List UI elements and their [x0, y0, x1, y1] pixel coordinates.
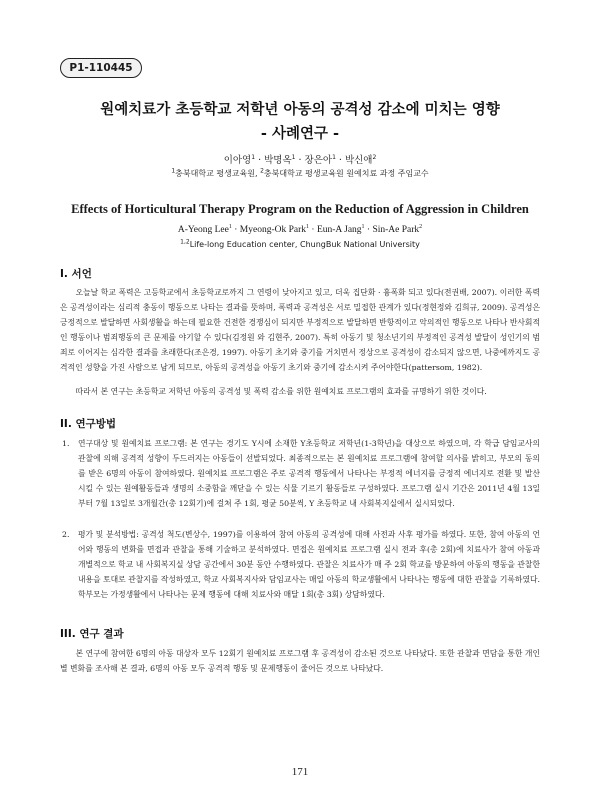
title-english: Effects of Horticultural Therapy Program on the Reduction of Aggression in Children [71, 202, 529, 216]
list-item [62, 436, 540, 511]
section-heading-results: III. 연구 결과 [60, 628, 124, 640]
title-korean: 원예치료가 초등학교 저학년 아동의 공격성 감소에 미치는 영향 [100, 102, 500, 118]
list-item-number: 2. [62, 530, 70, 539]
author: 박신애 [344, 155, 373, 166]
author: Eun-A Jang [316, 225, 362, 235]
affiliations-korean [40, 168, 560, 179]
author: Myeong-Ok Park [239, 225, 307, 235]
affiliation: Life-long Education center, ChungBuk National University [189, 240, 420, 249]
author-separator: · [335, 155, 345, 166]
methods-list [62, 527, 540, 602]
author: Sin-Ae Park [372, 225, 420, 235]
list-item-text: 연구대상 및 원예치료 프로그램: 본 연구는 경기도 Y시에 소재한 Y초등학교 저학년(1-3학년)을 대상으로 하였으며, 각 학급 담임교사의 관찰에 의해 공격적 성향이 두드러지는 아동들이 선발되었다. 최종적으로는 본 원예치료 프로그램에 참여할 의사를 밝히고, 부모의 동의를 받은 6명의 아동이 참여하였다. 원예치료 프로그램은 주로 공격적 행동에서 나타나는 부정적 에너지를 긍정적 에너지로 전환 및 발산시킬 수 있는 원예활동들과 생명의 소중함을 깨닫을 수 있는 식물 기르기 활동들로 구성하였다. 프로그램 실시 기간은 2011년 4월 13일부터 7월 13일로 3개월간(총 12회기)에 걸쳐 주 1회, 평균 50분씩, Y 초등학교 내 사회복지실에서 실시되었다. [78, 439, 540, 509]
authors-english [40, 225, 560, 235]
author-sup: 1 [332, 153, 336, 161]
methods-list [62, 436, 540, 511]
author-separator: · [255, 155, 265, 166]
subtitle-korean: - 사례연구 - [260, 126, 340, 142]
affiliation-sup: 1 [171, 167, 176, 175]
author-separator: · [295, 155, 305, 166]
affiliation-english [40, 240, 560, 249]
author: 장은아 [304, 155, 333, 166]
results-paragraph: 본 연구에 참여한 6명의 아동 대상자 모두 12회기 원예치료 프로그램 후 공격성이 감소된 것으로 나타났다. 또한 관찰과 면담을 통한 개인별 변화를 조사해 본 결과, 6명의 아동 모두 공격적 행동 및 문제행동이 줄어든 것으로 나타났다. [60, 649, 540, 674]
author-sup: 2 [372, 153, 377, 161]
author-separator: · [231, 225, 240, 235]
page-number: 171 [291, 766, 309, 778]
paper-id-badge: P1-110445 [60, 58, 142, 78]
author: 이아영 [223, 155, 252, 166]
authors-korean [40, 152, 560, 166]
affiliation: 충북대학교 평생교육원 원예치료 과정 주임교수 [263, 169, 429, 178]
intro-paragraph: 따라서 본 연구는 초등학교 저학년 아동의 공격성 및 폭력 감소를 위한 원예치료 프로그램의 효과를 규명하기 위한 것이다. [75, 387, 487, 396]
author-sup: 1 [361, 223, 365, 230]
author-sup: 1 [291, 153, 296, 161]
affiliation-sup: 1,2 [180, 238, 190, 246]
section-heading-intro: I. 서언 [60, 268, 92, 280]
section-heading-methods: II. 연구방법 [60, 418, 117, 430]
affiliation-sup: 2 [260, 167, 264, 175]
author: A-Yeong Lee [177, 225, 229, 235]
list-item-text: 평가 및 분석방법: 공격성 척도(변상수, 1997)를 이용하여 참여 아동의 공격성에 대해 사전과 사후 평가를 하였다. 또한, 참여 아동의 언어와 행동의 변화를 면접과 관찰을 통해 기술하고 분석하였다. 면접은 원예치료 프로그램 실시 전과 후(총 2회)에 치료사가 참여 아동과 개별적으로 학교 내 사회복지실 상담 공간에서 30분 동안 수행하였다. 관찰은 치료사가 매 주 2회 학교를 방문하여 아동의 행동을 관찰한 내용을 토대로 관찰지를 작성하였고, 학교 사회복지사와 담임교사는 매일 아동의 학교생활에서 나타나는 행동에 대한 관찰을 기록하였다. 학부모는 가정생활에서 나타나는 문제 행동에 대해 치료사와 매달 1회(총 3회) 상담하였다. [78, 530, 540, 600]
author-sup: 2 [419, 223, 423, 230]
list-item [62, 527, 540, 602]
author-separator: · [364, 225, 373, 235]
affiliation: 충북대학교 평생교육원, [175, 169, 261, 178]
author: 박명옥 [264, 155, 292, 166]
intro-paragraph: 오늘날 학교 폭력은 고등학교에서 초등학교로까지 그 연령이 낮아지고 있고, 더욱 집단화 · 흉폭화 되고 있다(전권배, 2007). 이러한 폭력은 공격성이라는 심리적 충동이 행동으로 나타는 결과를 뜻하며, 폭력과 공격성은 서로 밀접한 관계가 있다(정현정와 김희규, 2009). 공격성은 긍정적으로 발달하면 사회생활을 하는데 필요한 건전한 경쟁심이 되지만 부정적으로 발달하면 반항적이고 악의적인 행동으로 나타나 반사회적인 행동이나 범죄행동의 큰 문제를 야기할 수 있다(김정원 와 김현주, 2007). 특히 아동기 및 청소년기의 부정적인 공격성 발달이 성인기의 범죄로 이어지는 심각한 결과를 초래한다(조은경, 1997). 아동기 초기와 중기를 거치면서 정상으로 공격성이 감소되지 않으면, 나중에까지도 공격적인 성향을 가진 사람으로 남게 되므로, 아동의 공격성을 아동기 초기와 중기에 감소시켜 주어야한다(pattersom, 1982). [60, 288, 540, 373]
author-sup: 1 [228, 223, 232, 230]
author-separator: · [309, 225, 317, 235]
author-sup: 1 [251, 153, 256, 161]
list-item-number: 1. [62, 439, 70, 448]
author-sup: 1 [306, 223, 310, 230]
